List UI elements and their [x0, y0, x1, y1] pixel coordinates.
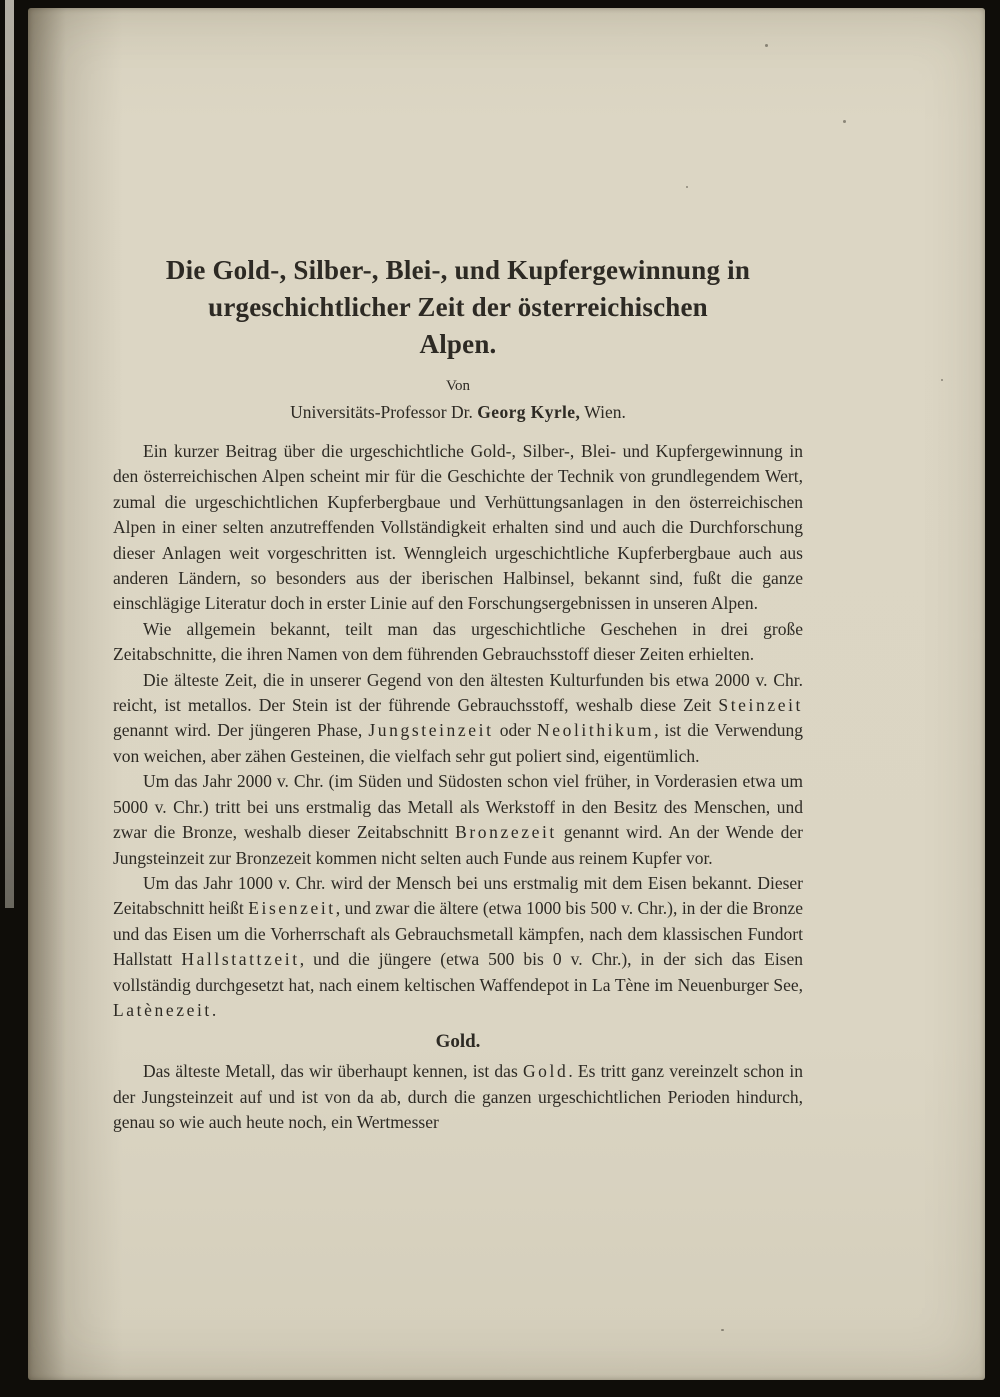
text-segment: Wie allgemein bekannt, teilt man das urgeschichtliche Geschehen in drei große Zeitabschnitte, die ihren Namen von dem führenden Gebrauchsstoff dieser Zeiten erhielten.	[113, 618, 803, 665]
paper-page	[28, 8, 985, 1380]
paragraph	[113, 617, 803, 668]
emphasized-term: Gold	[522, 1061, 569, 1082]
paragraph	[113, 668, 803, 770]
paragraph	[113, 1059, 803, 1135]
section-heading: Gold.	[435, 1031, 481, 1053]
text-block	[113, 8, 803, 1136]
page-body	[113, 439, 803, 1136]
scan-speck	[941, 379, 943, 381]
text-segment: genannt wird. Der jüngeren Phase,	[113, 720, 369, 741]
scan-speck	[686, 186, 688, 188]
text-segment: Ein kurzer Beitrag über die urgeschichtliche Gold-, Silber-, Blei- und Kupfergewinnung in den österreichischen Alpen scheint mir für die Geschichte der Technik von grundlegendem Wert, zumal die urgeschichtlichen Kupferbergbaue und Verhüttungsanlagen in den österreichischen Alpen in einer selten anzutreffenden Vollständigkeit erhalten sind und auch die Durchforschung dieser Anlagen weit vorgeschritten ist. Wenngleich urgeschichtliche Kupferbergbaue auch aus anderen Ländern, so besonders aus der iberischen Halbinsel, bekannt sind, fußt die ganze einschlägige Literatur doch in erster Linie auf den Forschungsergebnissen in unseren Alpen.	[113, 441, 803, 614]
title-line: Die Gold-, Silber-, Blei-, und Kupfergewinnung in	[165, 255, 751, 285]
text-segment: Das älteste Metall, das wir überhaupt kennen, ist das	[143, 1061, 523, 1082]
text-segment: , und die jüngere (etwa 500 bis 0 v. Chr.), in der sich das Eisen vollständig durchgesetzt hat, nach einem keltischen Waffendepot in La Tène im Neuenburger See,	[113, 949, 804, 995]
text-segment: Um das Jahr 2000 v. Chr. (im Süden und Südosten schon viel früher, in Vorderasien etwa um 5000 v. Chr.) tritt bei uns erstmalig das Metall als Werkstoff in den Besitz des Menschen, und zwar die Bronze, weshalb dieser Zeitabschnitt	[113, 771, 803, 843]
text-segment: Um das Jahr 1000 v. Chr. wird der Mensch bei uns erstmalig mit dem Eisen bekannt. Dieser Zeitabschnitt heißt	[113, 872, 803, 919]
text-segment: oder	[493, 720, 537, 741]
text-segment: Die älteste Zeit, die in unserer Gegend von den ältesten Kulturfunden bis etwa 2000 v. Chr. reicht, ist metallos. Der Stein ist der führende Gebrauchsstoff, weshalb diese Zeit	[113, 669, 803, 716]
emphasized-term: Jungsteinzeit	[368, 720, 494, 741]
byline-author	[113, 401, 803, 423]
paragraph	[113, 871, 803, 1023]
text-segment: .	[211, 999, 217, 1020]
emphasized-term: Latènezeit	[113, 999, 212, 1020]
text-segment: , ist die Verwendung von weichen, aber zähen Gesteinen, die vielfach sehr gut poliert sind, eigentümlich.	[113, 720, 803, 766]
paragraph	[113, 439, 803, 617]
scan-speck	[843, 120, 846, 123]
author-suffix: Wien.	[580, 402, 626, 422]
emphasized-term: Hallstattzeit	[181, 949, 300, 970]
scan-speck	[721, 1329, 724, 1331]
text-segment: , und zwar die ältere (etwa 1000 bis 500 v. Chr.), in der die Bronze und das Eisen um die Vorherrschaft als Gebrauchsmetall kämpfen, nach dem klassischen Fundort Hallstatt	[113, 898, 803, 970]
emphasized-term: Steinzeit	[718, 695, 803, 716]
author-prefix: Universitäts-Professor Dr.	[290, 402, 478, 422]
emphasized-term: Eisenzeit	[248, 898, 336, 919]
title-line: Alpen.	[419, 329, 497, 359]
paragraph	[113, 769, 803, 871]
title-line: urgeschichtlicher Zeit der österreichischen	[208, 292, 708, 322]
text-segment: genannt wird. An der Wende der Jungsteinzeit zur Bronzezeit kommen nicht selten auch Funde aus reinem Kupfer vor.	[113, 822, 803, 868]
byline-von: Von	[446, 378, 470, 394]
scan-speck	[765, 44, 768, 47]
emphasized-term: Neolithikum	[536, 720, 655, 741]
article-title	[113, 252, 803, 363]
author-name: Georg Kyrle,	[477, 402, 581, 422]
book-edge-strip	[5, 0, 14, 908]
text-segment: . Es tritt ganz vereinzelt schon in der Jungsteinzeit auf und ist von da ab, durch die ganzen urgeschichtlichen Perioden hindurch, genau so wie auch heute noch, ein Wertmesser	[113, 1061, 803, 1133]
emphasized-term: Bronzezeit	[455, 822, 557, 843]
